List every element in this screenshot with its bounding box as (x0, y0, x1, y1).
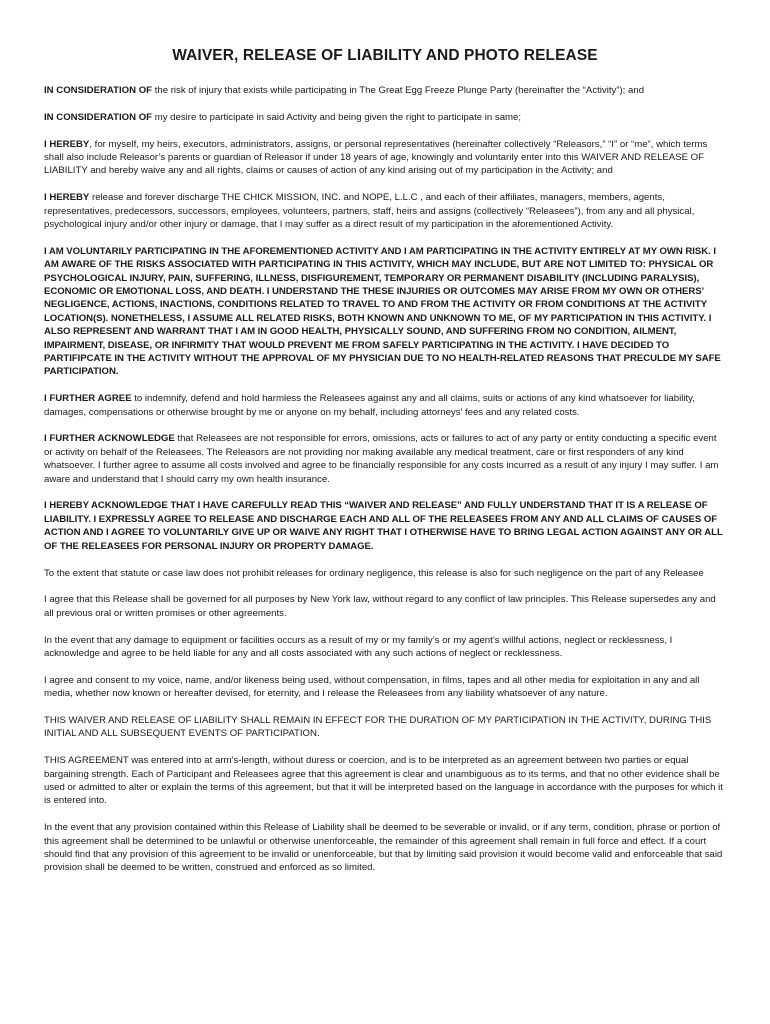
paragraph-consideration-desire (44, 111, 726, 124)
paragraph-consideration-risk (44, 84, 726, 97)
paragraph-lead: IN CONSIDERATION OF (44, 85, 153, 96)
paragraph-arms-length: THIS AGREEMENT was entered into at arm’s-length, without duress or coercion, and is to be interpreted as an agreement between two parties or equal bargaining strength. Each of Participant and Releasees agree that this agreement is clear and unambiguous as to its terms, and that no other evidence shall be used or admitted to alter or explain the terms of this agreement, but that it will be interpreted based on the language in accordance with the purposes for which it is entered into. (44, 755, 723, 807)
paragraph-acknowledge-read: I HEREBY ACKNOWLEDGE THAT I HAVE CAREFULLY READ THIS “WAIVER AND RELEASE” AND FULLY UNDERSTAND THAT IT IS A RELEASE OF LIABILITY. I EXPRESSLY AGREE TO RELEASE AND DISCHARGE EACH AND ALL OF THE RELEASEES FROM ANY AND ALL CLAIMS OF CAUSES OF ACTION AND I AGREE TO VOLUNTARILY GIVE UP OR WAIVE ANY RIGHT THAT I OTHERWISE HAVE TO BRING LEGAL ACTION AGAINST ANY OR ALL OF THE RELEASEES FOR PERSONAL INJURY OR PROPERTY DAMAGE. (44, 500, 723, 552)
paragraph-further-agree (44, 392, 726, 419)
paragraph-governing-law: I agree that this Release shall be governed for all purposes by New York law, without regard to any conflict of law principles. This Release supersedes any and all previous oral or written promises or other agreements. (44, 594, 716, 619)
paragraph-hereby-release (44, 191, 726, 231)
document-title: WAIVER, RELEASE OF LIABILITY AND PHOTO RELEASE (172, 47, 598, 64)
paragraph-lead: I HEREBY (44, 192, 90, 204)
paragraph-hereby-waive (44, 138, 726, 178)
paragraph-lead: IN CONSIDERATION OF (44, 111, 153, 123)
paragraph-further-acknowledge (44, 432, 726, 486)
paragraph-voluntary-risk: I AM VOLUNTARILY PARTICIPATING IN THE AFOREMENTIONED ACTIVITY AND I AM PARTICIPATING IN THE ACTIVITY ENTIRELY AT MY OWN RISK. I AM AWARE OF THE RISKS ASSOCIATED WITH PARTICIPATING IN THIS ACTIVITY, WHICH MAY INCLUDE, BUT ARE NOT LIMITED TO: PHYSICAL OR PSYCHOLOGICAL INJURY, PAIN, SUFFERING, ILLNESS, DISFIGUREMENT, TEMPORARY OR PERMANENT DISABILITY (INCLUDING PARALYSIS), ECONOMIC OR EMOTIONAL LOSS, AND DEATH. I UNDERSTAND THE THESE INJURIES OR OUTCOMES MAY ARISE FROM MY OWN OR OTHERS’ NEGLIGENCE, ACTIONS, INACTIONS, CONDITIONS RELATED TO TRAVEL TO AND FROM THE ACTIVITY OR FROM CONDITIONS AT THE ACTIVITY LOCATION(S). NONETHELESS, I ASSUME ALL RELATED RISKS, BOTH KNOWN AND UNKNOWN TO ME, OF MY PARTICIPATION IN THIS ACTIVITY. I ALSO REPRESENT AND WARRANT THAT I AM IN GOOD HEALTH, PHYSICALLY SOUND, AND SUFFERING FROM NO CONDITION, AILMENT, IMPAIRMENT, DISEASE, OR INFIRMITY THAT WOULD PREVENT ME FROM SAFELY PARTICIPATING IN THE ACTIVITY. I HAVE DECIDED TO PARTIFIPCATE IN THE ACTIVITY WITHOUT THE APPROVAL OF MY PHYSICIAN DUE TO NO HEALTH-RELATED REASONS THAT PRECULDE MY SAFE PARTICIPATION. (44, 245, 721, 378)
paragraph-severability: In the event that any provision contained within this Release of Liability shall be deemed to be severable or invalid, or if any term, condition, phrase or portion of this agreement shall be determined to be unlawful or otherwise unenforceable, the remainder of this agreement shall remain in full force and effect. If a court should find that any provision of this agreement to be invalid or unenforceable, but that by limiting said provision it would become valid and enforceable that said provision shall be deemed to be written, construed and enforced as so limited. (44, 822, 723, 874)
paragraph-negligence: To the extent that statute or case law does not prohibit releases for ordinary negligence, this release is also for such negligence on the part of any Releasee (44, 567, 704, 579)
paragraph-lead: I FURTHER AGREE (44, 393, 132, 405)
paragraph-text: my desire to participate in said Activity and being given the right to participate in same; (152, 111, 522, 123)
paragraph-text: that Releasees are not responsible for errors, omissions, acts or failures to act of any party or entity conducting a specific event or activity on behalf of the Releasees. The Releasors are not providing nor making available any medical treatment, care or first responders of any kind whatsoever. I further agree to assume all costs involved and agree to be financially responsible for any costs incurred as a result of any injury I may suffer. I am aware and understand that I should carry my own health insurance. (44, 433, 719, 485)
paragraph-text: to indemnify, defend and hold harmless the Releasees against any and all claims, suits or actions of any kind whatsoever for liability, damages, compensations or otherwise brought by me or anyone on my behalf, including attorneys’ fees and any related costs. (44, 393, 695, 418)
document-body (44, 84, 726, 888)
paragraph-likeness-consent: I agree and consent to my voice, name, and/or likeness being used, without compensation, in films, tapes and all other media for exploitation in any and all media, whether now known or hereafter devised, for eternity, and I release the Releasees from any liability whatsoever of any nature. (44, 674, 700, 700)
paragraph-text: release and forever discharge THE CHICK MISSION, INC. and NOPE, L.L.C , and each of their affiliates, managers, members, agents, representatives, predecessors, successors, employees, volunteers, partners, staff, heirs and assigns (collectively “Releasees”), from any and all physical, psychological injury and/or other injury or damage, that I may suffer as a direct result of my participation in the aforementioned Activity. (44, 192, 695, 231)
paragraph-lead: I HEREBY (44, 138, 90, 150)
paragraph-text: the risk of injury that exists while participating in The Great Egg Freeze Plunge Party (hereinafter the “Activity”); and (152, 85, 645, 96)
paragraph-damage-liability: In the event that any damage to equipment or facilities occurs as a result of my or my family’s or my agent’s willful actions, neglect or recklessness, I acknowledge and agree to be held liable for any and all costs associated with any such actions of neglect or recklessness. (44, 634, 673, 659)
paragraph-duration: THIS WAIVER AND RELEASE OF LIABILITY SHALL REMAIN IN EFFECT FOR THE DURATION OF MY PARTICIPATION IN THE ACTIVITY, DURING THIS INITIAL AND ALL SUBSEQUENT EVENTS OF PARTICIPATION. (44, 714, 712, 740)
paragraph-lead: I FURTHER ACKNOWLEDGE (44, 433, 175, 445)
paragraph-text: , for myself, my heirs, executors, administrators, assigns, or personal representatives (hereinafter collectively “Releasors,” “I” or “me”, which terms shall also include Releasor’s parents or guardian of Releasor if under 18 years of age, knowingly and voluntarily enter into this WAIVER AND RELEASE OF LIABILITY and hereby waive any and all rights, claims or causes of action of any kind arising out of my participation in the Activity; and (44, 138, 708, 177)
